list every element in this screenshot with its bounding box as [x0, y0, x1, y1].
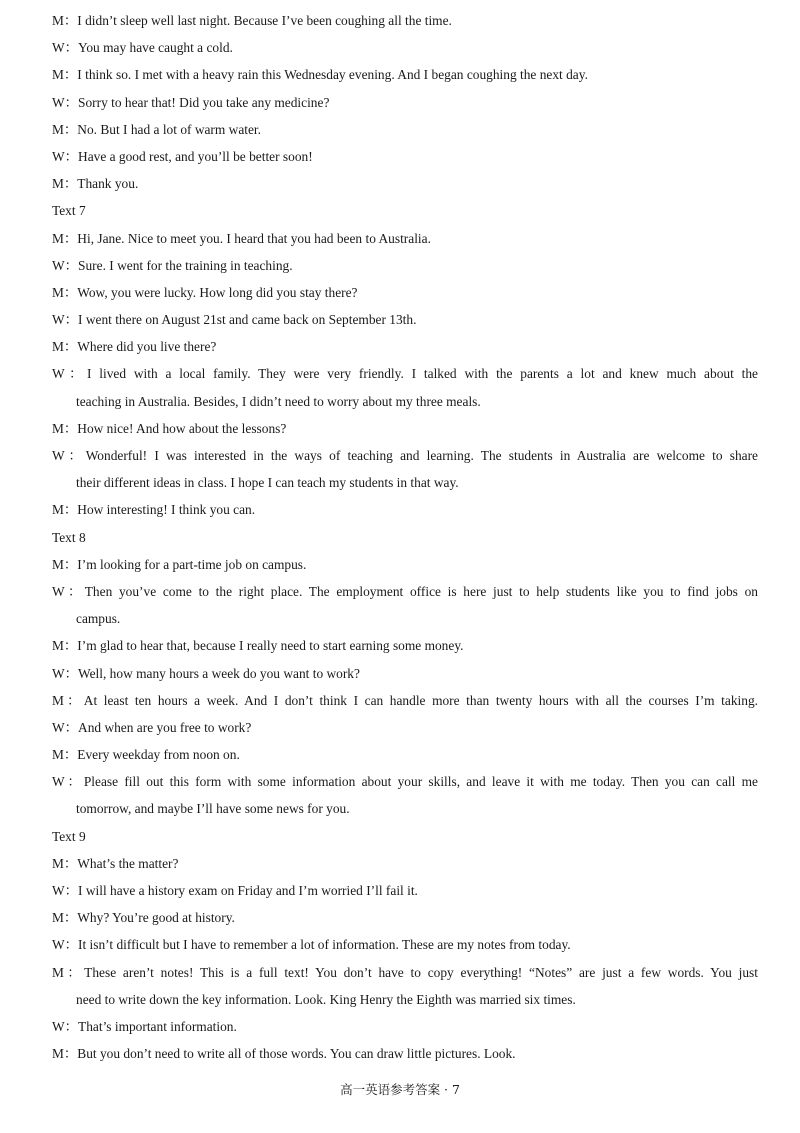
dialogue-line: W：Sorry to hear that! Did you take any medicine?	[52, 94, 330, 110]
dialogue-line: M：Hi, Jane. Nice to meet you. I heard that you had been to Australia.	[52, 230, 431, 246]
dialogue-line: M：These aren’t notes! This is a full text! You don’t have to copy everything! “Notes” are just a few words. You just	[52, 964, 758, 980]
dialogue-line: need to write down the key information. Look. King Henry the Eighth was married six times.	[76, 991, 576, 1007]
dialogue-line: M：No. But I had a lot of warm water.	[52, 121, 261, 137]
dialogue-line: W：Please fill out this form with some information about your skills, and leave it with me today. Then you can call me	[52, 774, 758, 790]
dialogue-line: W：I will have a history exam on Friday and I’m worried I’ll fail it.	[52, 883, 418, 898]
dialogue-line: tomorrow, and maybe I’ll have some news for you.	[76, 801, 350, 817]
dialogue-line: W：I went there on August 21st and came back on September 13th.	[52, 312, 417, 328]
dialogue-line: M：But you don’t need to write all of those words. You can draw little pictures. Look.	[52, 1046, 516, 1062]
dialogue-line: M：What’s the matter?	[52, 855, 179, 871]
section-heading: Text 8	[52, 529, 86, 545]
dialogue-line: M：I’m glad to hear that, because I really need to start earning some money.	[52, 638, 464, 654]
dialogue-line: W：I lived with a local family. They were very friendly. I talked with the parents a lot and knew much about the	[52, 366, 758, 382]
dialogue-line: M：I think so. I met with a heavy rain this Wednesday evening. And I began coughing the next day.	[52, 67, 588, 83]
dialogue-line: W：Then you’ve come to the right place. The employment office is here just to help students like you to find jobs on	[52, 583, 758, 599]
page-footer: 高一英语参考答案 · 7	[340, 1082, 460, 1097]
dialogue-line: M：At least ten hours a week. And I don’t think I can handle more than twenty hours with all the courses I’m taking.	[52, 692, 758, 708]
dialogue-line: M：Where did you live there?	[52, 339, 217, 355]
dialogue-line: M：How interesting! I think you can.	[52, 502, 256, 518]
dialogue-line: M：Why? You’re good at history.	[52, 910, 235, 926]
dialogue-line: M：I didn’t sleep well last night. Because I’ve been coughing all the time.	[52, 13, 452, 28]
dialogue-line: M：How nice! And how about the lessons?	[52, 420, 287, 436]
dialogue-line: W：Well, how many hours a week do you want to work?	[52, 665, 360, 681]
dialogue-line: M：I’m looking for a part-time job on campus.	[52, 556, 307, 572]
dialogue-line: W：Have a good rest, and you’ll be better soon!	[52, 148, 313, 164]
dialogue-line: W：It isn’t difficult but I have to remember a lot of information. These are my notes from today.	[52, 937, 571, 953]
dialogue-line: W：And when are you free to work?	[52, 719, 252, 735]
dialogue-line: M：Wow, you were lucky. How long did you stay there?	[52, 284, 358, 300]
dialogue-line: W：Wonderful! I was interested in the ways of teaching and learning. The students in Australia are welcome to share	[52, 448, 758, 463]
dialogue-line: campus.	[76, 611, 121, 627]
dialogue-line: M：Thank you.	[52, 176, 139, 192]
section-heading: Text 7	[52, 203, 86, 219]
dialogue-line: teaching in Australia. Besides, I didn’t need to worry about my three meals.	[76, 393, 481, 409]
section-heading: Text 9	[52, 828, 86, 844]
dialogue-line: their different ideas in class. I hope I can teach my students in that way.	[76, 475, 459, 491]
dialogue-line: W：That’s important information.	[52, 1018, 237, 1034]
dialogue-line: M：Every weekday from noon on.	[52, 747, 240, 763]
document-body	[52, 7, 758, 1067]
dialogue-line: W：You may have caught a cold.	[52, 40, 233, 56]
dialogue-line: W：Sure. I went for the training in teaching.	[52, 257, 293, 273]
